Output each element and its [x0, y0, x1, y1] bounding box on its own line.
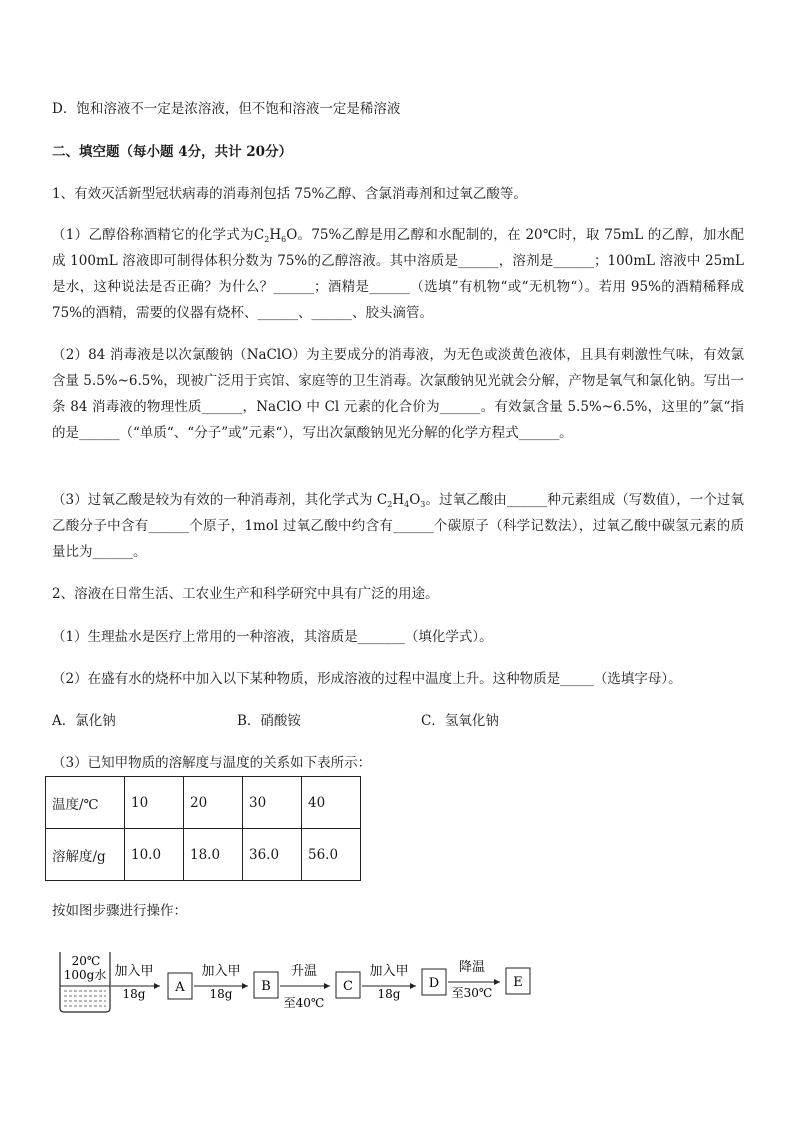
arrow3-top-label: 升温	[290, 964, 318, 979]
arrow2-bottom-label: 18g	[209, 987, 233, 1001]
q1-intro: 1、有效灭活新型冠状病毒的消毒剂包括 75%乙醇、含氯消毒剂和过氧乙酸等。	[52, 186, 527, 202]
q1-part3-o: O	[409, 492, 421, 508]
q1-part3-sub: 4	[404, 500, 410, 509]
q1-part3-h: H	[392, 492, 405, 508]
process-flow-diagram	[48, 948, 548, 1020]
q1-part3	[52, 487, 744, 565]
q2-part1: （1）生理盐水是医疗上常用的一种溶液，其溶质是_______（填化学式）。	[52, 629, 493, 645]
steps-intro: 按如图步骤进行操作：	[52, 903, 187, 919]
box-d-label: D	[428, 976, 440, 991]
q1-part1-pre: （1）乙醇俗称酒精它的化学式为C	[52, 227, 265, 243]
q2-part2: （2）在盛有水的烧杯中加入以下某种物质，形成溶液的过程中温度上升。这种物质是_____（选填字母）。	[52, 671, 682, 687]
arrowhead-icon	[494, 979, 500, 985]
box-e-label: E	[513, 975, 523, 990]
arrow4-bottom-label: 18g	[377, 987, 401, 1001]
q1-part1-sub: 6	[281, 235, 287, 244]
q1-part1-sub: 2	[264, 235, 270, 244]
section-title: 二、填空题（每小题 4分，共计 20分）	[52, 144, 293, 160]
table-cell: 温度/℃	[46, 777, 125, 829]
table-cell: 20	[184, 777, 243, 829]
table-cell: 18.0	[184, 829, 243, 881]
table-cell: 溶解度/g	[46, 829, 125, 881]
table-cell: 40	[302, 777, 361, 829]
option-b: B．硝酸铵	[237, 713, 301, 729]
q1-part3-sub: 3	[420, 500, 426, 509]
q1-part1-post: O。75%乙醇是用乙醇和水配制的，在 20℃时，取 75mL 的乙醇，加水配成 100mL 溶液即可制得体积分数为 75%的乙醇溶液。其中溶质是______，溶剂是______；100mL 溶液中 25mL 是水，这种说法是否正确？为什么？______；酒精是______（选填”有机物“或“无机物“）。若用 95%的酒精稀释成 75%的酒精，需要的仪器有烧杯、______、______、胶头滴管。	[52, 227, 744, 321]
q2-intro: 2、溶液在日常生活、工农业生产和科学研究中具有广泛的用途。	[52, 586, 439, 602]
box-c-label: C	[343, 979, 353, 994]
table-cell: 56.0	[302, 829, 361, 881]
q1-part1-h: H	[269, 227, 282, 243]
arrow1-bottom-label: 18g	[122, 987, 146, 1001]
arrow1-top-label: 加入甲	[114, 964, 154, 979]
arrowhead-icon	[410, 983, 416, 989]
arrowhead-icon	[154, 983, 160, 989]
arrowhead-icon	[242, 983, 248, 989]
arrow5-bottom-label: 至30℃	[451, 986, 493, 1000]
solubility-table	[45, 776, 361, 881]
arrow4-top-label: 加入甲	[369, 964, 409, 979]
option-a: A．氯化钠	[52, 713, 116, 729]
table-cell: 36.0	[243, 829, 302, 881]
beaker-label-temp: 20℃	[71, 954, 101, 968]
table-cell: 10	[125, 777, 184, 829]
q1-part3-post: 。过氧乙酸由______种元素组成（写数值），一个过氧乙酸分子中含有______个原子，1mol 过氧乙酸中约含有______个碳原子（科学记数法），过氧乙酸中碳氢元素的质量比为______。	[52, 492, 744, 560]
q1-part3-pre: （3）过氧乙酸是较为有效的一种消毒剂，其化学式为 C	[52, 492, 388, 508]
q1-part2: （2）84 消毒液是以次氯酸钠（NaClO）为主要成分的消毒液，为无色或淡黄色液体，且具有刺激性气味，有效氯含量 5.5%~6.5%，现被广泛用于宾馆、家庭等的卫生消毒。次氯酸钠见光就会分解，产物是氧气和氯化钠。写出一条 84 消毒液的物理性质______，NaClO 中 Cl 元素的化合价为______。有效氯含量 5.5%~6.5%，这里的”氯“指的是______（“单质“、“分子”或”元素“），写出次氯酸钠见光分解的化学方程式______。	[52, 347, 744, 441]
table-cell: 10.0	[125, 829, 184, 881]
arrowhead-icon	[324, 983, 330, 989]
arrow3-bottom-label: 至40℃	[283, 996, 325, 1010]
option-c: C．氢氧化钠	[421, 713, 499, 729]
option-d: D．饱和溶液不一定是浓溶液，但不饱和溶液一定是稀溶液	[52, 101, 401, 117]
q2-part3: （3）已知甲物质的溶解度与温度的关系如下表所示：	[52, 755, 372, 771]
box-b-label: B	[261, 979, 271, 994]
table-row	[46, 777, 361, 829]
beaker-label-water: 100g水	[63, 968, 107, 982]
table-cell: 30	[243, 777, 302, 829]
q1-part3-sub: 2	[387, 500, 393, 509]
q1-part1	[52, 222, 744, 326]
arrow2-top-label: 加入甲	[201, 964, 241, 979]
box-a-label: A	[175, 980, 185, 995]
table-row	[46, 829, 361, 881]
arrow5-top-label: 降温	[458, 960, 486, 975]
